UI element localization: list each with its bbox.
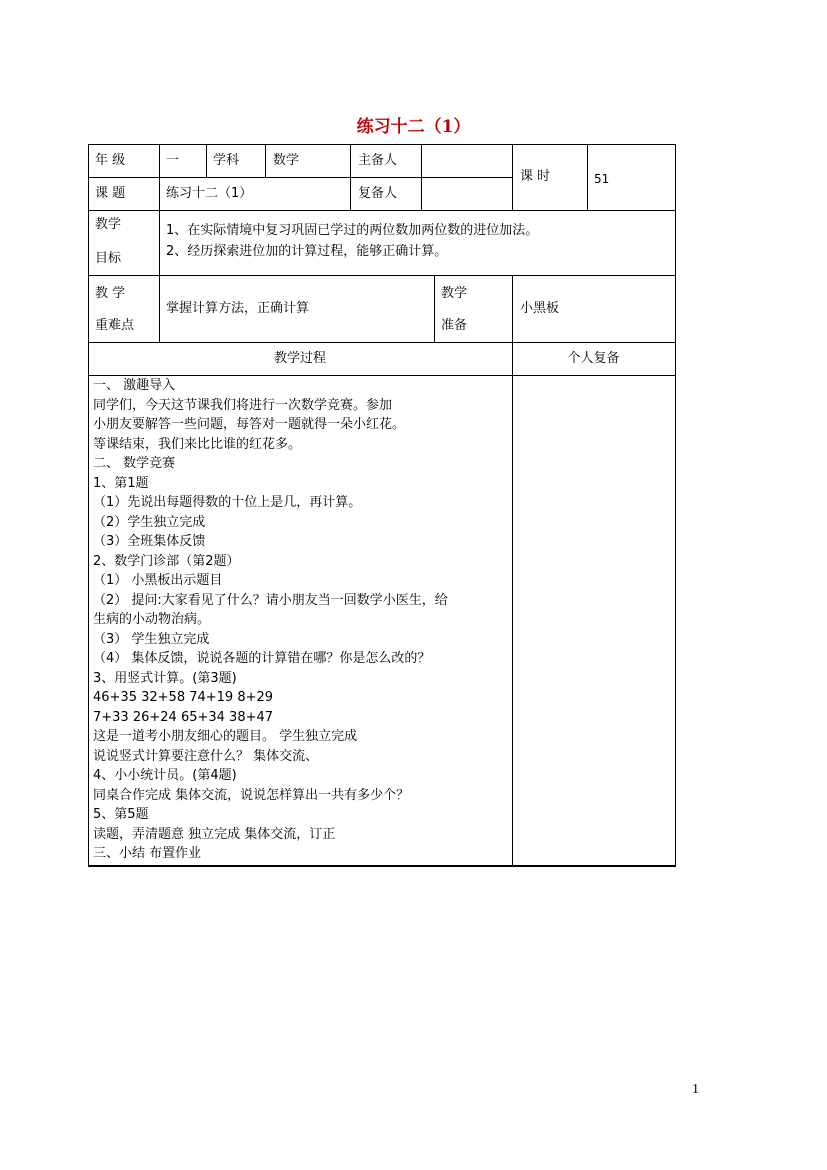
process-line: （1）先说出每题得数的十位上是几，再计算。 — [93, 495, 362, 510]
grade-value: 一 — [166, 153, 180, 168]
period-label: 课 时 — [520, 169, 551, 184]
process-line: （4） 集体反馈，说说各题的计算错在哪？你是怎么改的？ — [93, 651, 431, 666]
page-number: 1 — [692, 1082, 699, 1097]
preparation-label-line1: 教学 — [441, 286, 468, 301]
document-title: 练习十二（1） — [356, 117, 471, 137]
key-points-value: 掌握计算方法，正确计算 — [166, 301, 310, 316]
process-line: 一、 激趣导入 — [93, 378, 176, 393]
process-line: 3、用竖式计算。(第3题) — [93, 670, 237, 686]
process-line: 这是一道考小朋友细心的题目。 学生独立完成 — [93, 729, 358, 744]
process-line: （3）全班集体反馈 — [93, 534, 206, 549]
reviewer-label: 复备人 — [358, 186, 398, 201]
process-line: 同桌合作完成 集体交流，说说怎样算出一共有多少个？ — [93, 787, 410, 803]
process-line: 同学们，今天这节课我们将进行一次数学竞赛。参加 — [93, 397, 393, 413]
process-header: 教学过程 — [273, 351, 326, 366]
process-line: 读题，弄清题意 独立完成 集体交流，订正 — [93, 826, 336, 842]
process-content — [93, 376, 509, 864]
process-line: 生病的小动物治病。 — [93, 612, 211, 627]
personal-notes-header: 个人复备 — [567, 351, 620, 366]
period-value: 51 — [594, 172, 610, 186]
grade-label: 年 级 — [95, 153, 126, 168]
process-line: 等课结束，我们来比比谁的红花多。 — [93, 436, 302, 452]
goals-label-line1: 教学 — [95, 217, 122, 232]
goals-label-line2: 目标 — [95, 251, 122, 266]
preparation-label-line2: 准备 — [441, 318, 468, 333]
process-line: （2）学生独立完成 — [93, 514, 206, 530]
subject-value: 数学 — [273, 153, 300, 168]
process-line: 小朋友要解答一些问题，每答对一题就得一朵小红花。 — [93, 417, 406, 432]
process-line: （1） 小黑板出示题目 — [93, 573, 223, 588]
goal-item-2: 2、经历探索进位加的计算过程，能够正确计算。 — [166, 244, 448, 259]
topic-value: 练习十二（1） — [166, 186, 253, 201]
process-line: 4、小小统计员。(第4题) — [93, 768, 237, 783]
process-line: 1、第1题 — [93, 475, 149, 491]
key-points-label-line1: 教 学 — [95, 286, 126, 301]
process-line: 46+35 32+58 74+19 8+29 — [93, 690, 274, 705]
process-line: （3） 学生独立完成 — [93, 631, 210, 647]
process-line: 三、小结 布置作业 — [93, 846, 202, 861]
subject-label: 学科 — [213, 153, 240, 168]
process-line: 2、数学门诊部（第2题） — [93, 553, 240, 569]
preparation-value: 小黑板 — [520, 301, 560, 316]
process-line: （2） 提问:大家看见了什么？请小朋友当一回数学小医生，给 — [93, 592, 448, 608]
process-line: 5、第5题 — [93, 807, 149, 822]
preparer-label: 主备人 — [358, 153, 398, 168]
goal-item-1: 1、在实际情境中复习巩固已学过的两位数加两位数的进位加法。 — [166, 223, 539, 238]
process-line: 7+33 26+24 65+34 38+47 — [93, 709, 274, 725]
topic-label: 课 题 — [95, 186, 126, 201]
process-line: 二、 数学竞赛 — [93, 456, 176, 471]
process-line: 说说竖式计算要注意什么？ 集体交流、 — [93, 748, 319, 764]
key-points-label-line2: 重难点 — [95, 318, 135, 333]
